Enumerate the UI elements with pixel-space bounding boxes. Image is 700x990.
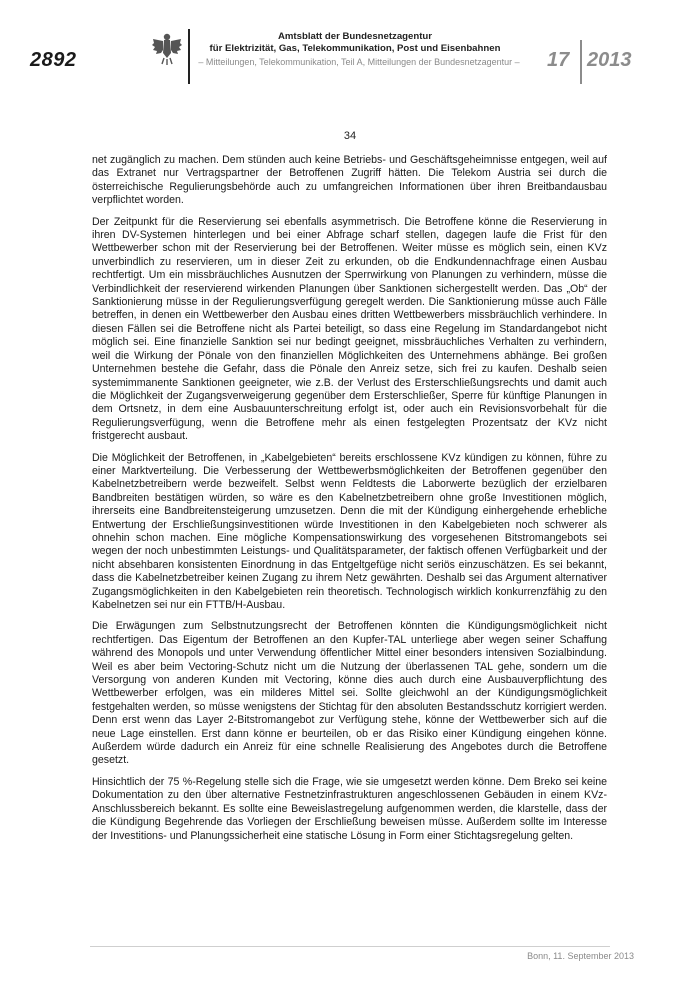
paragraph: net zugänglich zu machen. Dem stünden auch keine Betriebs- und Geschäftsgeheimnisse entgegen, weil auf das Extranet nur Vertragspartner der Betroffenen Zugriff hätten. Die Telekom Austria sei durch die österreichische Regulierungsbehörde auch zu umfangreichen Informationen über ihren Breitbandausbau verpflichtet worden. <box>92 154 607 207</box>
issue-number: 17 <box>547 49 570 71</box>
footer-date: Bonn, 11. September 2013 <box>527 951 634 961</box>
issue-divider <box>580 40 582 84</box>
document-body <box>92 154 607 851</box>
page-header <box>0 0 700 92</box>
issue-year: 2013 <box>587 49 632 71</box>
paragraph: Die Möglichkeit der Betroffenen, in „Kabelgebieten“ bereits erschlossene KVz kündigen zu können, führe zu einer Marktverteilung. Die Verbesserung der Wettbewerbsmöglichkeiten der Betroffenen gegenüber den Kabelnetzbetreibern werde bezweifelt. Selbst wenn Feldtests die Laborwerte bezüglich der erzielbaren Bandbreiten bestätigen würden, so wäre es den Kabelnetzbetreibern ohne große Investitionen möglich, ihrerseits eine Bandbreitensteigerung umzusetzen. Denn die mit der Kündigung einhergehende erhebliche Entwertung der Erschließungsinvestitionen würde Investitionen in den Kabelgebieten noch schwerer als ohnehin schon machen. Eine mögliche Kompensationswirkung des vorgesehenen Bitstromangebots sei wegen der noch unbestimmten Leistungs- und Qualitätsparameter, der faktisch offenen Verfügbarkeit und der nicht absehbaren konsistenten Einordnung in das Entgeltgefüge nicht seriös einzuschätzen. Es sei bekannt, dass die Kabelnetzbetreiber keinen Zugang zu ihrem Netz gewährten. Deshalb sei das Argument alternativer Zugangsmöglichkeiten in den Kabelgebieten rein theoretisch. Technologisch wirklich konkurrenzfähig zu den Kabelnetzen sei nur ein FTTB/H-Ausbau. <box>92 451 607 611</box>
journal-title-line-1: Amtsblatt der Bundesnetzagentur <box>277 31 433 42</box>
journal-title <box>195 31 515 55</box>
federal-eagle-icon <box>152 31 182 65</box>
journal-title-line-2: für Elektrizität, Gas, Telekommunikation, Post und Eisenbahnen <box>209 43 501 54</box>
paragraph: Der Zeitpunkt für die Reservierung sei ebenfalls asymmetrisch. Die Betroffene könne die Reservierung in ihren DV-Systemen hinterlegen und bei einer Abfrage scharf stellen, dagegen laufe die Frist für den Wettbewerber schon mit der Reservierung bei der Betroffenen. Weiter müsse es möglich sein, einen KVz unverbindlich zu reservieren, um in dieser Zeit zu erkunden, ob die Endkundennachfrage einen Ausbau rechtfertigt. Um ein missbräuchliches Ausnutzen der Sperrwirkung von Planungen zu verhindern, müsse die Verbindlichkeit der reservierend wirkenden Planungen über Sanktionen sichergestellt werden. Das „Ob“ der Sanktionierung müsse in der Regulierungsverfügung geregelt werden. Die Sanktionierung müsse auch Fälle betreffen, in denen ein Wettbewerber den Ausbau eines dritten Wettbewerbers missbräuchlich verhindere. In diesen Fällen sei die Betroffene nicht als Partei beteiligt, so dass eine Regelung im Standardangebot nicht möglich sei. Eine finanzielle Sanktion sei nur bedingt geeignet, missbräuchliches Verhalten zu verhindern, weil die Wirkung der Pönale von den finanziellen Möglichkeiten des Unternehmens abhänge. Bei großen Unternehmen bestehe die Gefahr, dass die Pönale den Anreiz setze, sich frei zu kaufen. Deshalb seien systemimmanente Sanktionen geeigneter, wie z.B. der Verlust des Ersterschließungsrechts und damit auch die Möglichkeit der Zugangsverweigerung gegenüber dem Ersterschließer, Sperre für künftige Planungen in dem Ortsnetz, in dem eine Ausbauunterschreitung erfolgt ist, oder auch ein Revisionsvorbehalt für die Regulierungsverfügung, wenn die Betroffene mehr als einen festgelegten Prozentsatz der KVz nicht fristgerecht ausbaut. <box>92 215 607 443</box>
journal-page-number: 2892 <box>30 49 77 71</box>
journal-subtitle: – Mitteilungen, Telekommunikation, Teil A, Mitteilungen der Bundesnetzagentur – <box>198 57 520 67</box>
footer-divider <box>90 946 610 947</box>
document-page-number: 34 <box>343 130 357 142</box>
header-divider <box>188 29 190 84</box>
paragraph: Die Erwägungen zum Selbstnutzungsrecht der Betroffenen könnten die Kündigungsmöglichkeit nicht rechtfertigen. Das Eigentum der Betroffenen an den Kupfer-TAL unterliege aber wegen seiner Schaffung während des Monopols und unter Verwendung öffentlicher Mittel einer besonders intensiven Sozialbindung. Weil es aber beim Vectoring-Schutz nicht um die Nutzung der überlassenen TAL gehe, sondern um die Versorgung von anderen Kunden mit Vectoring, könne dies auch durch eine Ausbauverpflichtung des Wettbewerber erfolgen, was ein milderes Mittel sei. Sollte gleichwohl an der Kündigungsmöglichkeit festgehalten werden, so müsse wenigstens der Stichtag für den absoluten Bestandsschutz korrigiert werden. Denn erst wenn das Layer 2-Bitstromangebot zur Verfügung stehe, könne der Wettbewerber sich auf die neue Lage einstellen. Erst dann könne er beurteilen, ob er das Risiko einer Kündigung eingehen könne. Außerdem würde dadurch ein Anreiz für eine schnelle Realisierung des Angebotes durch die Betroffene gesetzt. <box>92 620 607 767</box>
paragraph: Hinsichtlich der 75 %-Regelung stelle sich die Frage, wie sie umgesetzt werden könne. Dem Breko sei keine Dokumentation zu den über alternative Festnetzinfrastrukturen angeschlossenen Gebäuden in einem KVz-Anschlussbereich bekannt. Es sollte eine Beweislastregelung aufgenommen werden, die klarstelle, dass der die Kündigung Begehrende das Vorliegen der Erschließung beweisen müsse. Außerdem sollte im Interesse der Investitions- und Planungssicherheit eine statische Lösung in Form einer Stichtagsregelung gelten. <box>92 775 607 842</box>
